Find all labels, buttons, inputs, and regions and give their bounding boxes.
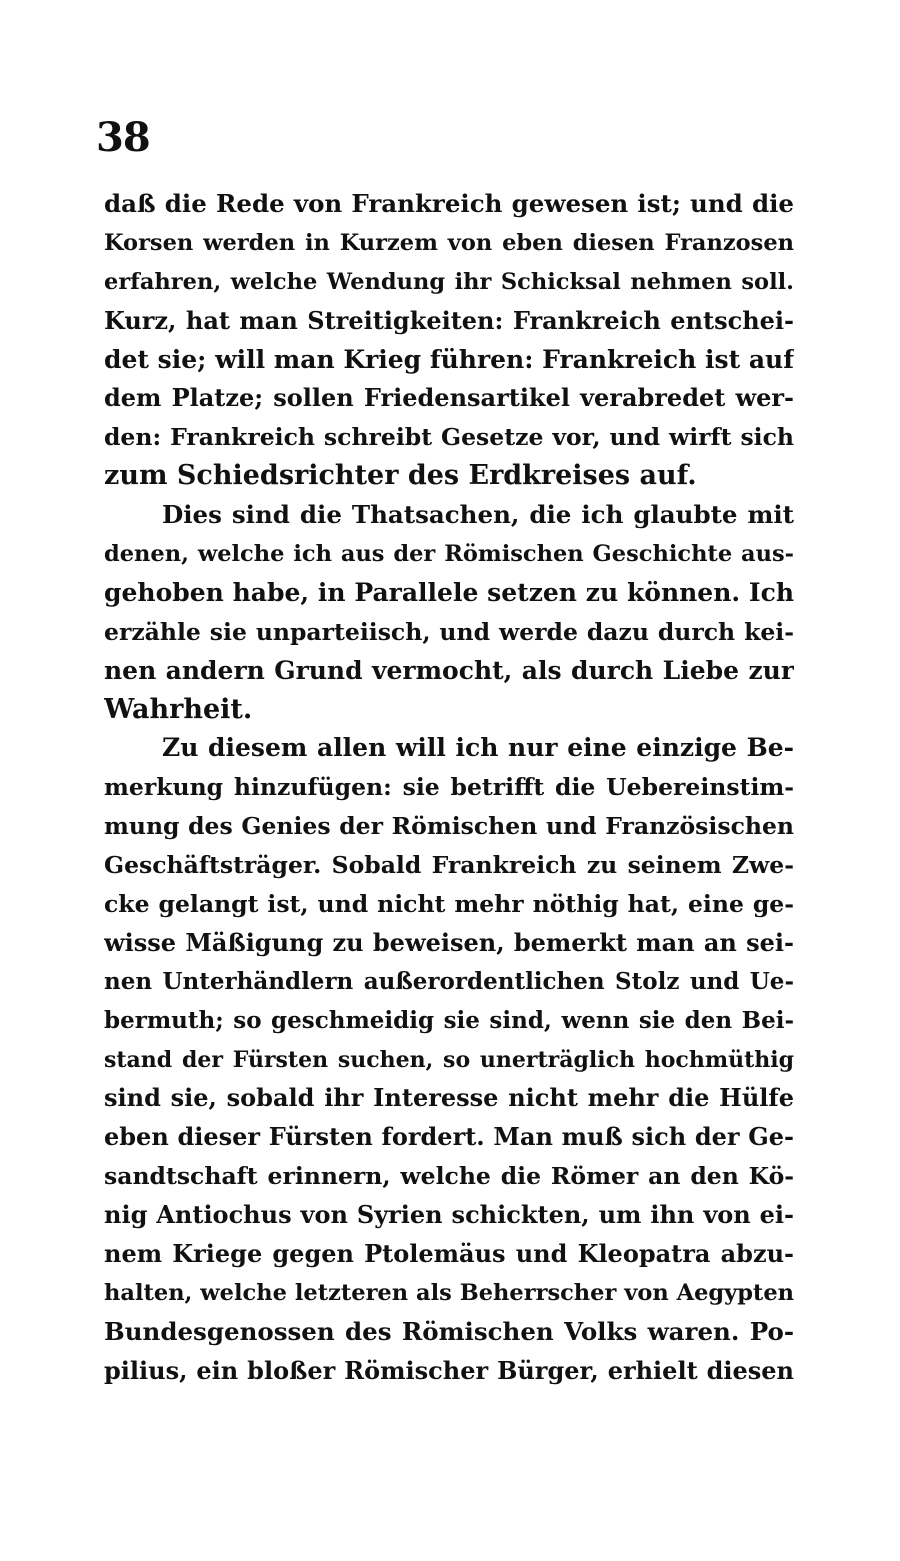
text-line: Wahrheit. [104, 693, 253, 725]
text-line: sind sie, sobald ihr Interesse nicht mehr die Hülfe [104, 1083, 794, 1113]
text-line: Bundesgenossen des Römischen Volks waren. Po- [104, 1316, 794, 1346]
text-line: dem Platze; sollen Friedensartikel verabredet wer- [104, 383, 794, 413]
text-line: wisse Mäßigung zu beweisen, bemerkt man an sei- [104, 927, 794, 957]
text-line: det sie; will man Krieg führen: Frankreich ist auf [104, 344, 794, 374]
text-line: sandtschaft erinnern, welche die Römer an den Kö- [104, 1162, 794, 1191]
text-line: daß die Rede von Frankreich gewesen ist; und die [104, 189, 794, 218]
text-line: halten, welche letzteren als Beherrscher von Aegypten [104, 1279, 794, 1306]
text-line: erzähle sie unparteiisch, und werde dazu durch kei- [104, 617, 794, 646]
text-line: nem Kriege gegen Ptolemäus und Kleopatra abzu- [104, 1239, 794, 1269]
text-line: Zu diesem allen will ich nur eine einzige Be- [162, 733, 794, 763]
text-line: erfahren, welche Wendung ihr Schicksal nehmen soll. [104, 268, 794, 295]
text-line: pilius, ein bloßer Römischer Bürger, erhielt diesen [104, 1355, 794, 1385]
text-line: zum Schiedsrichter des Erdkreises auf. [104, 460, 697, 492]
text-line: merkung hinzufügen: sie betrifft die Uebereinstim- [104, 773, 794, 802]
text-line: Korsen werden in Kurzem von eben diesen Franzosen [104, 229, 794, 256]
text-line: nig Antiochus von Syrien schickten, um ihn von ei- [104, 1200, 794, 1230]
text-line: denen, welche ich aus der Römischen Geschichte aus- [104, 541, 794, 568]
text-line: Kurz, hat man Streitigkeiten: Frankreich entschei- [104, 305, 794, 335]
text-line: den: Frankreich schreibt Gesetze vor, und wirft sich [104, 423, 794, 452]
text-line: mung des Genies der Römischen und Französischen [104, 812, 794, 841]
page-number: 38 [96, 114, 150, 161]
text-line: gehoben habe, in Parallele setzen zu können. Ich [104, 577, 794, 607]
body-text [104, 185, 794, 1391]
text-line: nen andern Grund vermocht, als durch Liebe zur [104, 655, 794, 685]
text-line: Dies sind die Thatsachen, die ich glaubte mit [162, 500, 794, 530]
text-line: Geschäftsträger. Sobald Frankreich zu seinem Zwe- [104, 851, 794, 880]
text-line: nen Unterhändlern außerordentlichen Stolz und Ue- [104, 967, 794, 995]
text-line: bermuth; so geschmeidig sie sind, wenn sie den Bei- [104, 1006, 794, 1034]
text-line: cke gelangt ist, und nicht mehr nöthig hat, eine ge- [104, 890, 794, 919]
text-line: stand der Fürsten suchen, so unerträglich hochmüthig [104, 1046, 794, 1073]
text-line: eben dieser Fürsten fordert. Man muß sich der Ge- [104, 1122, 794, 1152]
